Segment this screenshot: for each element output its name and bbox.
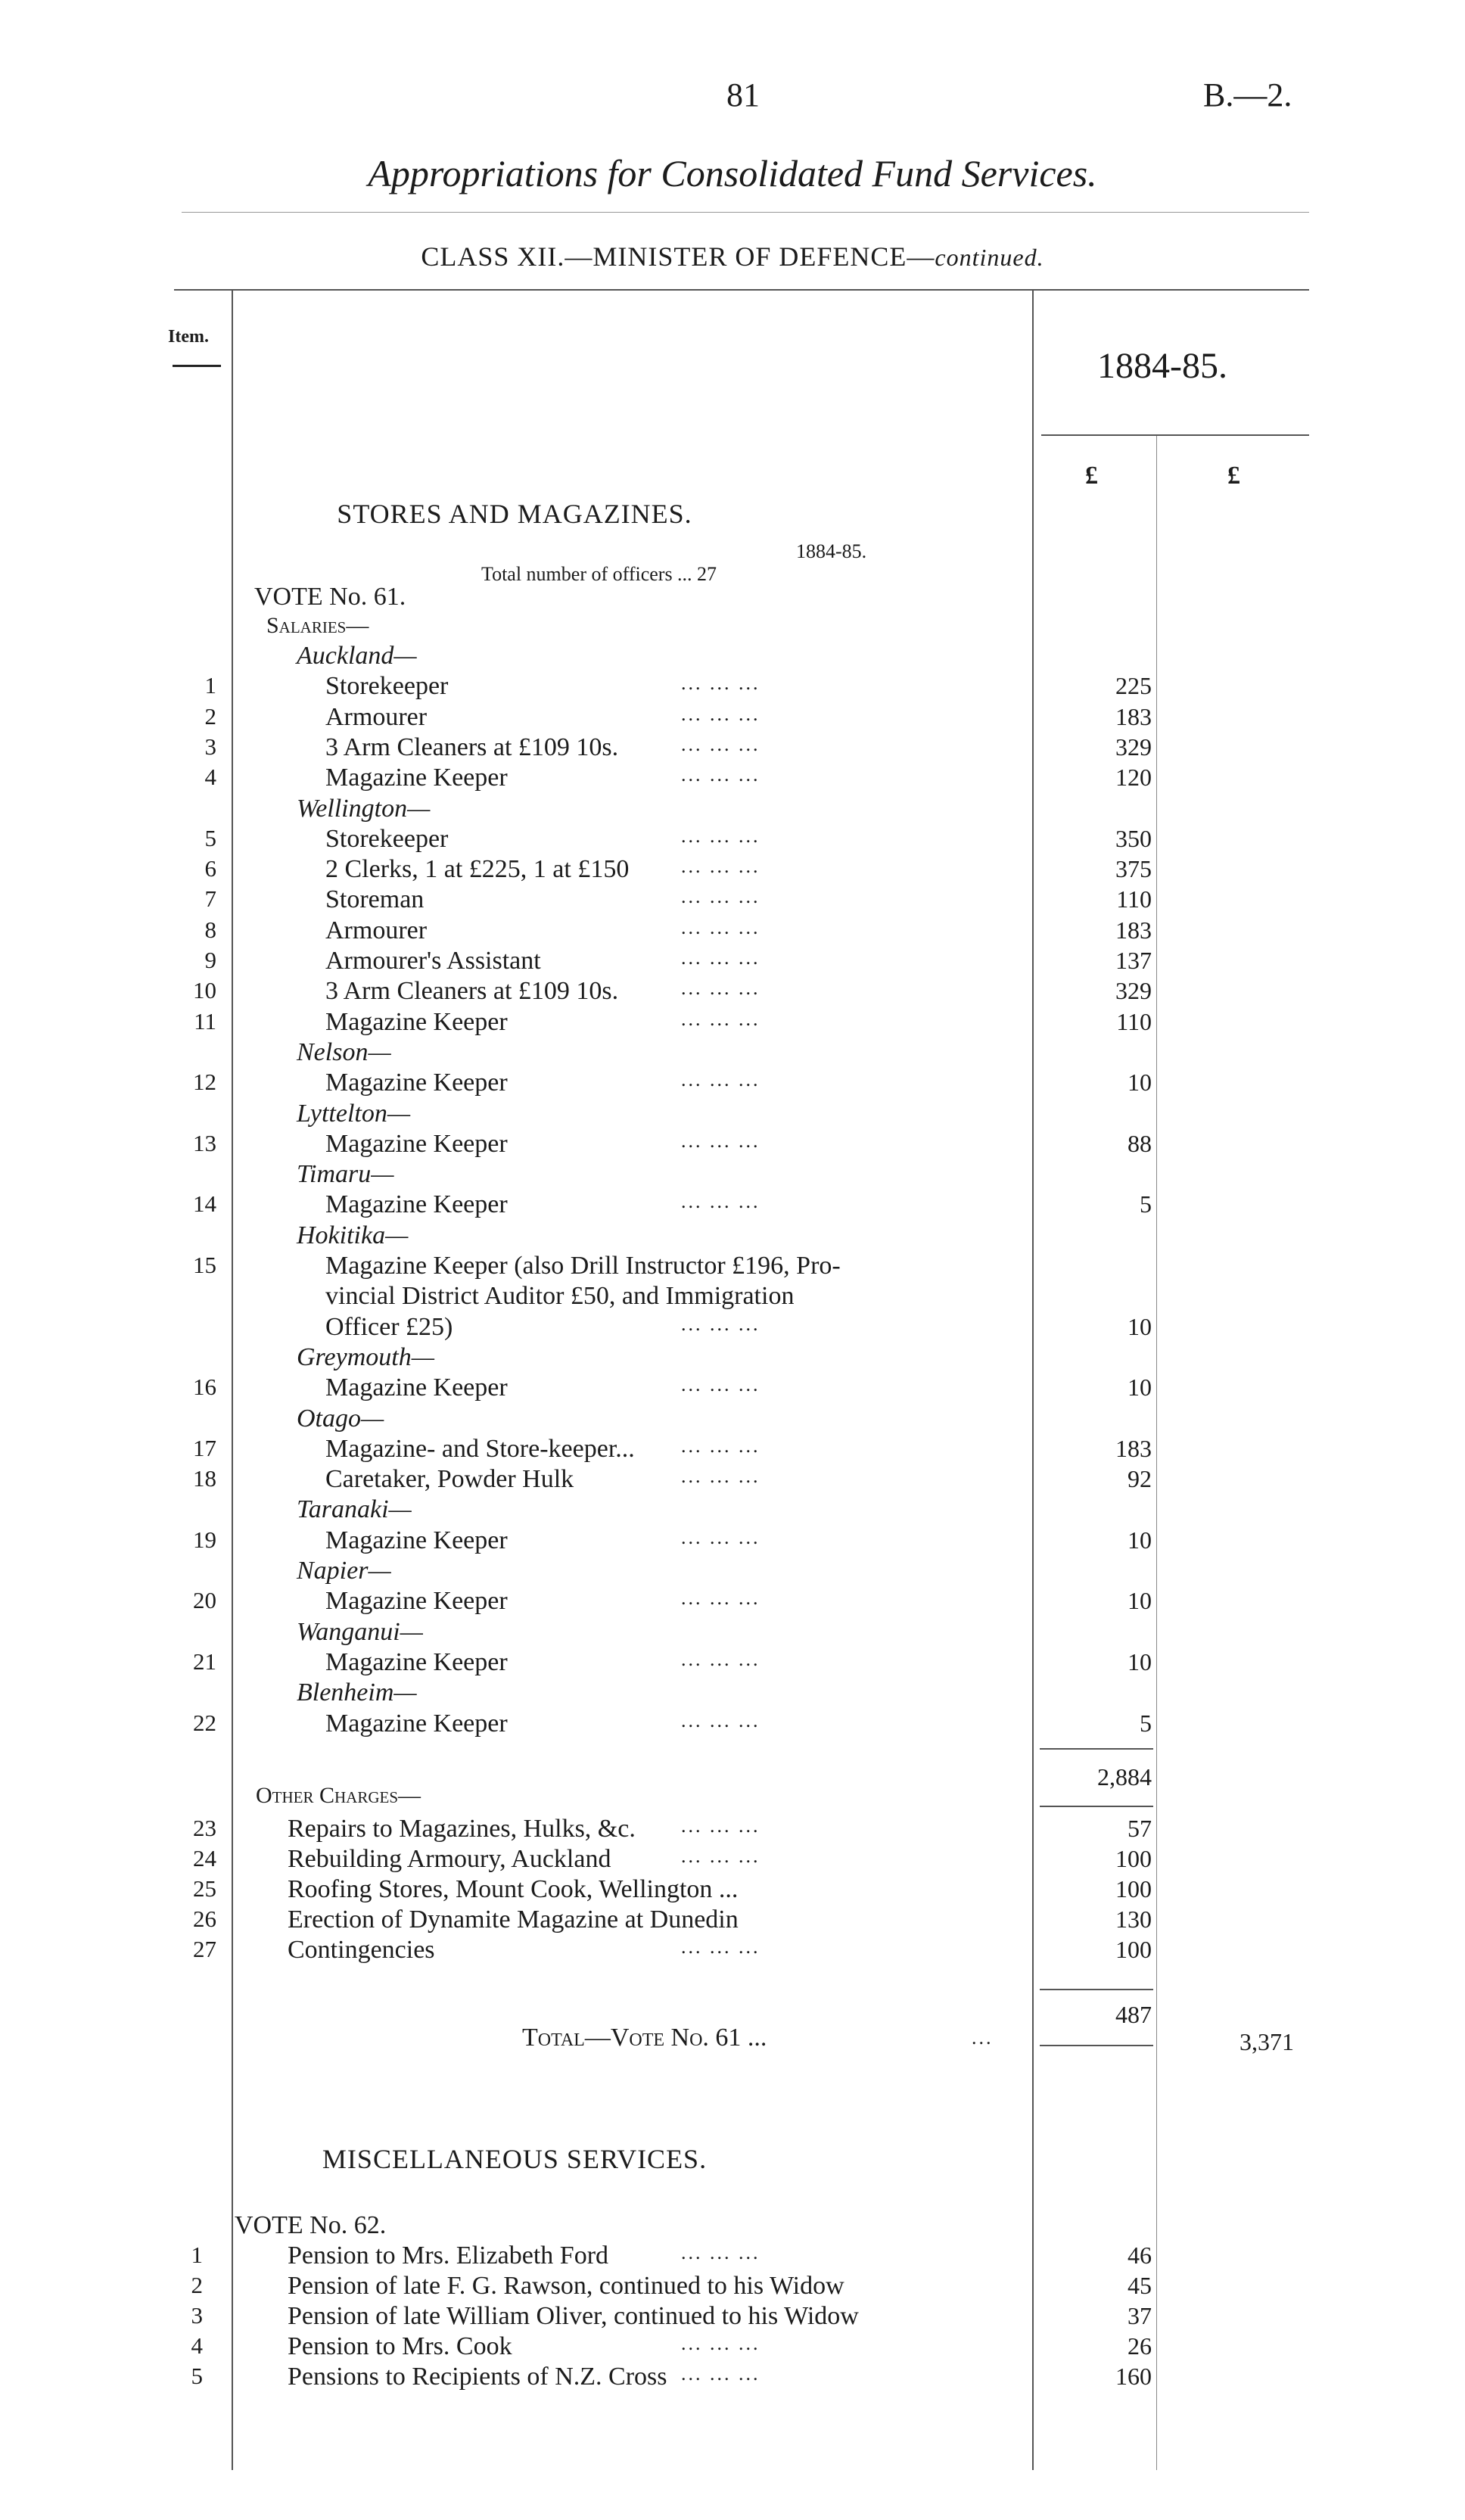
line-item-row xyxy=(0,1587,1465,1617)
leader-dots: ... ... ... xyxy=(681,977,760,1000)
region-label: Nelson— xyxy=(297,1038,391,1066)
salaries-subtotal: 2,884 xyxy=(1097,1763,1152,1790)
item-number: 27 xyxy=(193,1936,216,1962)
item-description: Storekeeper xyxy=(325,672,449,701)
region-heading xyxy=(0,1618,1465,1648)
line-item-row xyxy=(0,1875,1465,1906)
leader-dots: ... ... ... xyxy=(681,2363,760,2385)
leader-dots: ... ... ... xyxy=(681,1587,760,1610)
vote-total-dots: ... xyxy=(972,2027,994,2049)
line-item-row xyxy=(0,1815,1465,1845)
leader-dots: ... ... ... xyxy=(681,1815,760,1837)
item-description: Officer £25) xyxy=(325,1312,453,1341)
region-label: Napier— xyxy=(297,1557,391,1585)
leader-dots: ... ... ... xyxy=(681,672,760,695)
item-description: Magazine Keeper xyxy=(325,1647,508,1676)
line-item-row xyxy=(0,855,1465,885)
item-amount: 130 xyxy=(1115,1906,1152,1933)
region-heading xyxy=(0,1221,1465,1252)
misc-section-heading: MISCELLANEOUS SERVICES. xyxy=(322,2144,708,2174)
leader-dots: ... ... ... xyxy=(681,1936,760,1958)
other-subtotal-rule-top xyxy=(1040,1989,1153,1990)
leader-dots: ... ... ... xyxy=(681,702,760,725)
region-heading xyxy=(0,1557,1465,1587)
line-item-row xyxy=(0,2332,1465,2363)
item-amount: 375 xyxy=(1115,855,1152,883)
salaries-subtotal-rule-top xyxy=(1040,1748,1153,1750)
region-label: Hokitika— xyxy=(297,1221,409,1249)
leader-dots: ... ... ... xyxy=(681,1374,760,1396)
item-number: 20 xyxy=(193,1587,216,1614)
line-item-row xyxy=(0,1906,1465,1936)
item-number: 24 xyxy=(193,1845,216,1871)
item-description: Pension to Mrs. Elizabeth Ford xyxy=(288,2242,609,2270)
item-description: Armourer's Assistant xyxy=(325,947,541,975)
line-item-row xyxy=(0,1069,1465,1099)
item-amount: 225 xyxy=(1115,672,1152,700)
item-description: Armourer xyxy=(325,916,428,944)
document-reference: B.—2. xyxy=(1203,76,1292,114)
item-amount: 88 xyxy=(1128,1129,1152,1157)
item-amount: 329 xyxy=(1115,977,1152,1005)
officers-year-label: 1884-85. xyxy=(796,540,867,562)
item-amount: 46 xyxy=(1128,2242,1152,2269)
salaries-label: Salaries— xyxy=(266,613,369,638)
other-charges-subtotal: 487 xyxy=(1115,2001,1152,2028)
item-amount: 37 xyxy=(1128,2302,1152,2329)
line-item-row xyxy=(0,1130,1465,1160)
leader-dots: ... ... ... xyxy=(681,1069,760,1091)
line-item-row xyxy=(0,1252,1465,1282)
item-description: Magazine Keeper xyxy=(325,1526,508,1554)
line-item-row xyxy=(0,947,1465,977)
item-description: 3 Arm Cleaners at £109 10s. xyxy=(325,977,619,1006)
item-amount: 110 xyxy=(1116,1007,1152,1035)
item-amount: 92 xyxy=(1128,1465,1152,1493)
page-title: Appropriations for Consolidated Fund Services. xyxy=(368,152,1097,194)
line-item-row xyxy=(0,733,1465,764)
item-amount: 10 xyxy=(1128,1526,1152,1554)
region-heading xyxy=(0,1100,1465,1130)
item-amount: 100 xyxy=(1115,1845,1152,1872)
line-item-row xyxy=(0,1845,1465,1875)
item-number: 10 xyxy=(193,977,216,1004)
item-description: Contingencies xyxy=(288,1936,435,1964)
region-label: Blenheim— xyxy=(297,1678,417,1707)
item-number: 25 xyxy=(193,1875,216,1902)
item-amount: 10 xyxy=(1128,1312,1152,1340)
item-description: 3 Arm Cleaners at £109 10s. xyxy=(325,733,619,761)
line-item-row xyxy=(0,1465,1465,1495)
leader-dots: ... ... ... xyxy=(681,1434,760,1457)
item-description: Magazine Keeper xyxy=(325,1129,508,1158)
line-item-row xyxy=(0,2272,1465,2302)
item-description: Repairs to Magazines, Hulks, &c. xyxy=(288,1815,636,1843)
item-description: vincial District Auditor £50, and Immigration xyxy=(325,1282,795,1311)
line-item-row xyxy=(0,1190,1465,1221)
line-item-row xyxy=(0,2302,1465,2332)
vote-total-label: Total—Vote No. 61 ... xyxy=(522,2024,767,2052)
class-subtitle xyxy=(0,241,1465,272)
item-number: 3 xyxy=(204,733,216,760)
leader-dots: ... ... ... xyxy=(681,824,760,847)
item-amount: 10 xyxy=(1128,1647,1152,1675)
title-rule xyxy=(182,212,1309,213)
item-amount: 183 xyxy=(1115,702,1152,730)
item-description: Magazine Keeper xyxy=(325,1374,508,1402)
region-heading xyxy=(0,1405,1465,1435)
line-item-row xyxy=(0,1526,1465,1557)
year-header-rule xyxy=(1041,434,1309,436)
class-continued: continued. xyxy=(935,244,1044,271)
leader-dots: ... ... ... xyxy=(681,947,760,969)
region-heading xyxy=(0,1038,1465,1069)
line-item-row xyxy=(0,885,1465,916)
item-number: 9 xyxy=(204,947,216,973)
leader-dots: ... ... ... xyxy=(681,1007,760,1030)
item-number: 17 xyxy=(193,1434,216,1461)
item-number: 4 xyxy=(191,2332,203,2359)
leader-dots: ... ... ... xyxy=(681,733,760,755)
item-description: Magazine Keeper xyxy=(325,1007,508,1036)
line-item-row xyxy=(0,977,1465,1007)
region-heading xyxy=(0,1343,1465,1374)
item-number: 18 xyxy=(193,1465,216,1492)
salaries-subtotal-rule-bottom xyxy=(1040,1806,1153,1807)
item-number: 26 xyxy=(193,1906,216,1932)
item-description: 2 Clerks, 1 at £225, 1 at £150 xyxy=(325,855,630,884)
leader-dots: ... ... ... xyxy=(681,1709,760,1731)
item-number: 21 xyxy=(193,1647,216,1675)
region-label: Timaru— xyxy=(297,1160,394,1189)
region-heading xyxy=(0,642,1465,672)
line-item-row xyxy=(0,1435,1465,1465)
item-number: 6 xyxy=(204,855,216,882)
item-description: Magazine Keeper xyxy=(325,1069,508,1097)
item-amount: 45 xyxy=(1128,2272,1152,2299)
region-heading xyxy=(0,1160,1465,1190)
item-number: 15 xyxy=(193,1252,216,1278)
stores-section-heading: STORES AND MAGAZINES. xyxy=(337,499,692,529)
region-label: Greymouth— xyxy=(297,1342,434,1371)
item-number: 3 xyxy=(191,2302,203,2329)
item-description: Pension of late William Oliver, continued to his Widow xyxy=(288,2302,859,2330)
item-number: 5 xyxy=(191,2363,203,2389)
other-charges-label: Other Charges— xyxy=(256,1783,421,1808)
item-amount: 10 xyxy=(1128,1587,1152,1615)
leader-dots: ... ... ... xyxy=(681,764,760,786)
line-item-row xyxy=(0,703,1465,733)
item-amount: 350 xyxy=(1115,824,1152,852)
officers-count-label: Total number of officers ... 27 xyxy=(481,563,717,585)
item-description: Armourer xyxy=(325,702,428,731)
year-column-header: 1884-85. xyxy=(1097,346,1227,386)
line-item-row xyxy=(0,672,1465,702)
item-number: 23 xyxy=(193,1815,216,1841)
item-amount: 137 xyxy=(1115,947,1152,974)
leader-dots: ... ... ... xyxy=(681,916,760,938)
line-item-row xyxy=(0,1008,1465,1038)
vote-61-label: VOTE No. 61. xyxy=(254,583,406,611)
leader-dots: ... ... ... xyxy=(681,2242,760,2263)
line-item-row xyxy=(0,2363,1465,2393)
item-number: 5 xyxy=(204,824,216,851)
item-description: Pensions to Recipients of N.Z. Cross xyxy=(288,2363,667,2391)
region-label: Taranaki— xyxy=(297,1495,412,1524)
line-item-row xyxy=(0,916,1465,947)
region-label: Lyttelton— xyxy=(297,1099,411,1128)
item-number: 1 xyxy=(204,672,216,699)
item-amount: 183 xyxy=(1115,916,1152,944)
line-item-row xyxy=(0,1710,1465,1740)
leader-dots: ... ... ... xyxy=(681,1845,760,1867)
item-description: Rebuilding Armoury, Auckland xyxy=(288,1845,611,1873)
item-number: 12 xyxy=(193,1069,216,1096)
header-top-rule xyxy=(174,289,1309,291)
item-number: 8 xyxy=(204,916,216,943)
item-number: 2 xyxy=(191,2272,203,2298)
item-description: Storeman xyxy=(325,885,425,914)
pound-sign-column-2: £ xyxy=(1227,462,1240,490)
item-amount: 329 xyxy=(1115,733,1152,761)
leader-dots: ... ... ... xyxy=(681,1190,760,1213)
item-description: Erection of Dynamite Magazine at Dunedin xyxy=(288,1906,739,1934)
item-description: Magazine Keeper xyxy=(325,1709,508,1738)
item-description: Caretaker, Powder Hulk xyxy=(325,1465,574,1494)
region-heading xyxy=(0,1678,1465,1709)
item-amount: 10 xyxy=(1128,1374,1152,1402)
item-description: Magazine Keeper (also Drill Instructor £196, Pro- xyxy=(325,1252,841,1280)
line-item-row xyxy=(0,1936,1465,1966)
item-number: 1 xyxy=(191,2242,203,2268)
item-description: Pension to Mrs. Cook xyxy=(288,2332,512,2360)
leader-dots: ... ... ... xyxy=(681,855,760,878)
region-heading xyxy=(0,795,1465,825)
item-number: 22 xyxy=(193,1709,216,1736)
item-description: Roofing Stores, Mount Cook, Wellington ... xyxy=(288,1875,739,1903)
region-label: Wellington— xyxy=(297,794,431,823)
item-number: 19 xyxy=(193,1526,216,1553)
class-line: CLASS XII.—MINISTER OF DEFENCE— xyxy=(421,241,935,272)
item-number: 7 xyxy=(204,885,216,913)
line-item-row xyxy=(0,825,1465,855)
region-heading xyxy=(0,1495,1465,1526)
item-amount: 160 xyxy=(1115,2363,1152,2390)
item-amount: 5 xyxy=(1140,1709,1152,1737)
region-label: Auckland— xyxy=(297,642,417,670)
vote-62-label: VOTE No. 62. xyxy=(235,2211,387,2239)
item-header-underline xyxy=(173,365,221,367)
item-description: Magazine Keeper xyxy=(325,1587,508,1616)
region-label: Otago— xyxy=(297,1404,384,1433)
item-number: 11 xyxy=(194,1007,216,1034)
leader-dots: ... ... ... xyxy=(681,1312,760,1335)
line-item-row xyxy=(0,2242,1465,2272)
line-item-row xyxy=(0,1313,1465,1343)
item-description: Magazine- and Store-keeper... xyxy=(325,1434,635,1463)
item-number: 4 xyxy=(204,764,216,791)
item-description: Pension of late F. G. Rawson, continued to his Widow xyxy=(288,2272,844,2300)
leader-dots: ... ... ... xyxy=(681,885,760,908)
item-description: Magazine Keeper xyxy=(325,1190,508,1219)
item-amount: 183 xyxy=(1115,1434,1152,1462)
item-amount: 100 xyxy=(1115,1875,1152,1902)
other-subtotal-rule-bottom xyxy=(1040,2045,1153,2046)
item-amount: 100 xyxy=(1115,1936,1152,1963)
pound-sign-column-1: £ xyxy=(1085,462,1098,490)
line-item-row xyxy=(0,764,1465,794)
item-number: 14 xyxy=(193,1190,216,1218)
leader-dots: ... ... ... xyxy=(681,1465,760,1488)
item-description: Magazine Keeper xyxy=(325,764,508,792)
line-item-row xyxy=(0,1282,1465,1312)
leader-dots: ... ... ... xyxy=(681,2332,760,2354)
item-amount: 5 xyxy=(1140,1190,1152,1218)
leader-dots: ... ... ... xyxy=(681,1526,760,1548)
line-item-row xyxy=(0,1374,1465,1404)
item-column-header: Item. xyxy=(168,327,209,347)
item-number: 16 xyxy=(193,1374,216,1401)
vote-total-amount: 3,371 xyxy=(1239,2028,1294,2055)
item-amount: 26 xyxy=(1128,2332,1152,2360)
item-amount: 10 xyxy=(1128,1069,1152,1097)
item-number: 2 xyxy=(204,702,216,730)
item-number: 13 xyxy=(193,1129,216,1156)
item-description: Storekeeper xyxy=(325,824,449,853)
item-amount: 120 xyxy=(1115,764,1152,792)
leader-dots: ... ... ... xyxy=(681,1129,760,1152)
region-label: Wanganui— xyxy=(297,1617,423,1646)
line-item-row xyxy=(0,1648,1465,1678)
leader-dots: ... ... ... xyxy=(681,1647,760,1670)
item-amount: 110 xyxy=(1116,885,1152,913)
item-amount: 57 xyxy=(1128,1815,1152,1842)
page-number: 81 xyxy=(726,76,760,114)
